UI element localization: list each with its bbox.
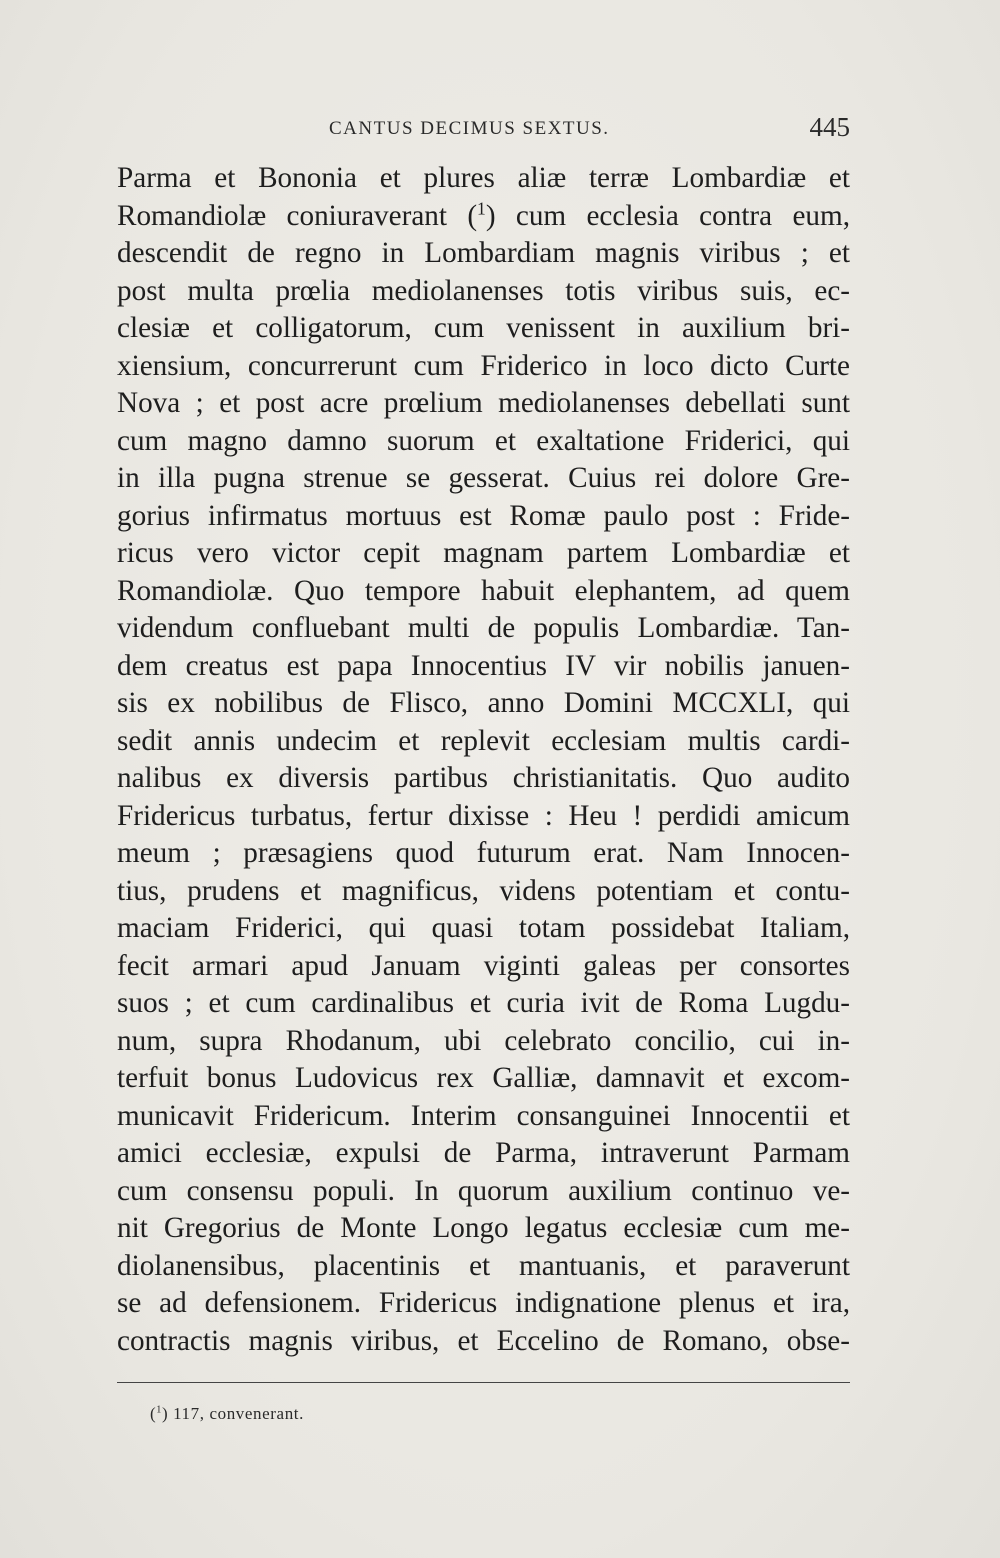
text-line: maciam Friderici, qui quasi totam possidebat Italiam, (117, 912, 850, 944)
text-line: municavit Fridericum. Interim consanguinei Innocentii et (117, 1099, 850, 1132)
body-text (117, 160, 850, 1360)
footnote-marker: 1 (156, 1404, 162, 1416)
footnote-marker-open: ( (150, 1404, 157, 1423)
text-line: contractis magnis viribus, et Eccelino de Romano, obse- (117, 1324, 850, 1357)
text-line: cum magno damno suorum et exaltatione Friderici, qui (117, 424, 850, 457)
text-line: se ad defensionem. Fridericus indignatione plenus et ira, (117, 1287, 850, 1319)
footnote-divider (117, 1382, 850, 1383)
text-line: gorius infirmatus mortuus est Romæ paulo post : Fride- (117, 499, 850, 532)
footnote-ref: 1 (477, 197, 486, 218)
page-number: 445 (809, 112, 850, 142)
text-line: sedit annis undecim et replevit ecclesiam multis cardi- (117, 724, 850, 757)
footnote-marker-close: ) (161, 1404, 169, 1423)
footnote-text: 117, convenerant. (168, 1404, 304, 1423)
running-head: CANTUS DECIMUS SEXTUS. (329, 118, 610, 139)
text-line: sis ex nobilibus de Flisco, anno Domini MCCXLI, qui (117, 687, 850, 719)
text-line: num, supra Rhodanum, ubi celebrato concilio, cui in- (117, 1024, 850, 1057)
text-line: diolanensibus, placentinis et mantuanis, et paraverunt (117, 1249, 850, 1282)
footnote (150, 1404, 304, 1424)
text-line: post multa prœlia mediolanenses totis viribus suis, ec- (117, 274, 850, 307)
text-line: suos ; et cum cardinalibus et curia ivit de Roma Lugdu- (117, 987, 850, 1019)
text-line (117, 198, 850, 236)
text-line: in illa pugna strenue se gesserat. Cuius rei dolore Gre- (117, 462, 850, 494)
text-line: tius, prudens et magnificus, videns potentiam et contu- (117, 874, 850, 907)
text-line: ricus vero victor cepit magnam partem Lombardiæ et (117, 537, 850, 569)
page-header (117, 112, 850, 146)
text-line: nalibus ex diversis partibus christianitatis. Quo audito (117, 762, 850, 794)
text-line: amici ecclesiæ, expulsi de Parma, intraverunt Parmam (117, 1137, 850, 1169)
text-line: clesiæ et colligatorum, cum venissent in auxilium bri- (117, 312, 850, 344)
text-line: Parma et Bononia et plures aliæ terræ Lombardiæ et (117, 162, 850, 194)
text-line: terfuit bonus Ludovicus rex Galliæ, damnavit et excom- (117, 1062, 850, 1094)
text-line: meum ; præsagiens quod futurum erat. Nam Innocen- (117, 837, 850, 869)
text-line: xiensium, concurrerunt cum Friderico in loco dicto Curte (117, 349, 850, 382)
text-line: Fridericus turbatus, fertur dixisse : Heu ! perdidi amicum (117, 799, 850, 832)
text-segment: Romandiolæ coniuraverant ( (117, 199, 478, 232)
text-line: Romandiolæ. Quo tempore habuit elephantem, ad quem (117, 574, 850, 607)
text-line: Nova ; et post acre prœlium mediolanenses debellati sunt (117, 387, 850, 419)
text-segment: ) cum ecclesia contra eum, (485, 199, 850, 232)
text-line: descendit de regno in Lombardiam magnis viribus ; et (117, 237, 850, 269)
text-line: cum consensu populi. In quorum auxilium continuo ve- (117, 1174, 850, 1207)
text-line: videndum confluebant multi de populis Lombardiæ. Tan- (117, 612, 850, 644)
text-line: nit Gregorius de Monte Longo legatus ecclesiæ cum me- (117, 1212, 850, 1244)
text-line: fecit armari apud Januam viginti galeas per consortes (117, 949, 850, 982)
text-line: dem creatus est papa Innocentius IV vir nobilis januen- (117, 649, 850, 682)
